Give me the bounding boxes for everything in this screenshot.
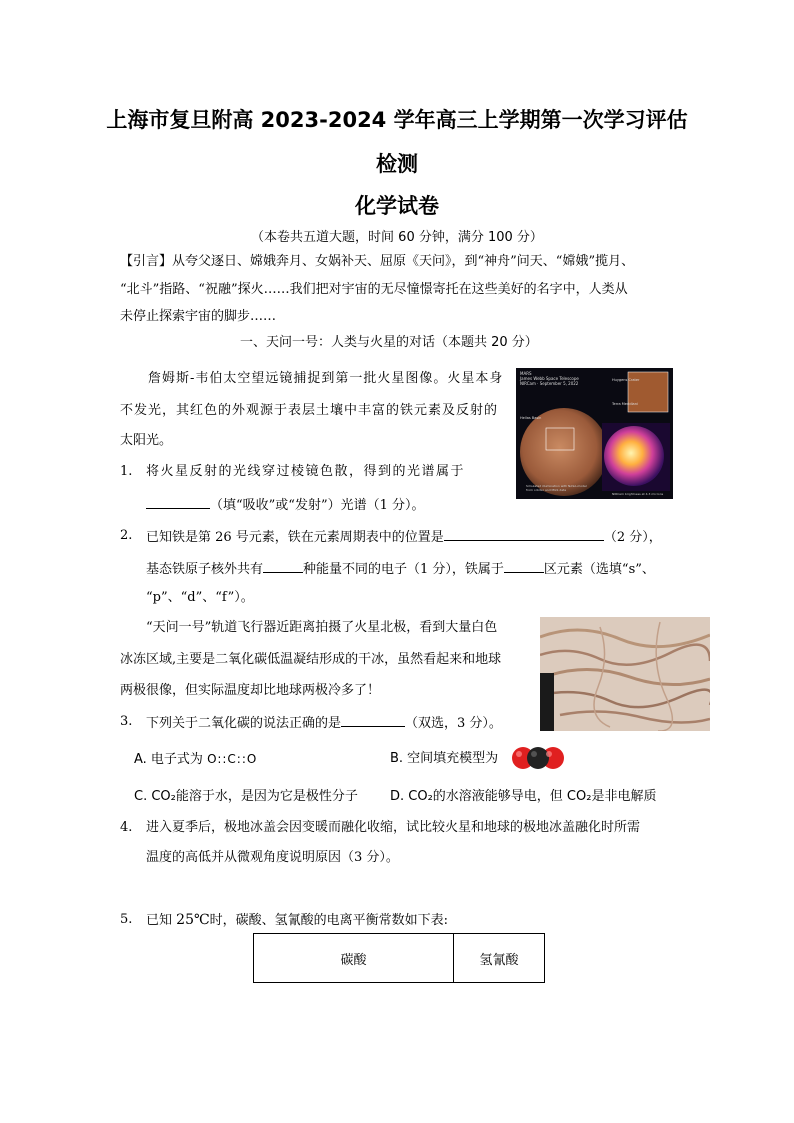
table-header-cell: 碳酸 bbox=[254, 934, 454, 983]
question-text bbox=[146, 910, 448, 931]
temperature-value: 25℃ bbox=[176, 912, 210, 928]
question-text-part: 下列关于二氧化碳的说法正确的是 bbox=[146, 716, 342, 731]
mars-jwst-graphic bbox=[516, 368, 673, 499]
question-text-part: 已知铁是第 26 号元素，铁在元素周期表中的位置是 bbox=[146, 530, 444, 545]
section-heading: 一、天问一号：人类与火星的对话（本题共 20 分） bbox=[240, 335, 538, 350]
question-text: 温度的高低并从微观角度说明原因（3 分）。 bbox=[146, 850, 399, 865]
question-text-part: （2 分）， bbox=[603, 530, 662, 545]
answer-blank[interactable] bbox=[146, 494, 210, 509]
paragraph-line: “天问一号”轨道飞行器近距离拍摄了火星北极，看到大量白色 bbox=[146, 620, 498, 635]
option-b[interactable] bbox=[390, 749, 498, 769]
page-title-line2: 检测 bbox=[376, 152, 418, 176]
image-caption: NIRCam brightness at 4.3 microns bbox=[612, 492, 664, 496]
question-text-part: 种能量不同的电子（1 分），铁属于 bbox=[303, 562, 504, 577]
question-text-part: 已知 bbox=[146, 913, 173, 928]
question-text bbox=[146, 558, 655, 580]
answer-blank[interactable] bbox=[504, 558, 544, 573]
mars-jwst-image bbox=[516, 368, 673, 499]
image-title: MARS James Webb Space Telescope NIRCam · September 5, 2022 bbox=[520, 371, 579, 386]
question-text bbox=[146, 494, 425, 516]
exam-subtitle: 化学试卷 bbox=[355, 194, 439, 218]
question-text-part: （双选，3 分）。 bbox=[405, 716, 502, 731]
question-text-part: （填“吸收”或“发射”）光谱（1 分）。 bbox=[210, 498, 425, 513]
intro-line: 未停止探索宇宙的脚步…… bbox=[120, 309, 277, 324]
co2-electron-formula: O::C::O bbox=[207, 752, 258, 766]
question-text bbox=[146, 712, 502, 734]
image-label: Terra Meridiani bbox=[612, 402, 638, 406]
paragraph-line: 不发光，其红色的外观源于表层土壤中丰富的铁元素及反射的 bbox=[120, 403, 499, 418]
option-b-label: B. 空间填充模型为 bbox=[390, 751, 499, 766]
option-a-label: A. 电子式为 bbox=[134, 752, 203, 767]
question-text bbox=[146, 526, 662, 548]
intro-line: “北斗”指路、“祝融”探火……我们把对宇宙的无尽憧憬寄托在这些美好的名字中，人类从 bbox=[120, 282, 628, 297]
answer-blank[interactable] bbox=[263, 558, 303, 573]
page-title: 上海市复旦附高 2023-2024 学年高三上学期第一次学习评估 bbox=[106, 108, 688, 132]
co2-space-filling-model bbox=[510, 744, 566, 772]
paragraph-line: 詹姆斯-韦伯太空望远镜捕捉到第一批火星图像。火星本身 bbox=[148, 371, 504, 386]
image-label: Huygens Crater bbox=[612, 378, 640, 382]
question-text: 进入夏季后，极地冰盖会因变暖而融化收缩，试比较火星和地球的极地冰盖融化时所需 bbox=[146, 820, 641, 835]
question-number: 1. bbox=[120, 464, 133, 479]
intro-line: 【引言】从夸父逐日、嫦娥奔月、女娲补天、屈原《天问》，到“神舟”问天、“嫦娥”揽月、 bbox=[120, 254, 635, 269]
table-row bbox=[254, 934, 545, 983]
question-text-part: 基态铁原子核外共有 bbox=[146, 562, 264, 577]
ionization-constant-table bbox=[253, 933, 545, 983]
mars-polar-ice-image bbox=[540, 617, 710, 731]
question-text-part: 时，碳酸、氢氰酸的电离平衡常数如下表: bbox=[209, 913, 449, 928]
paragraph-line: 两极很像，但实际温度却比地球两极冷多了！ bbox=[120, 683, 381, 698]
option-a[interactable] bbox=[134, 749, 257, 770]
question-number: 3. bbox=[120, 714, 133, 729]
question-text: 将火星反射的光线穿过棱镜色散，得到的光谱属于 bbox=[146, 464, 466, 479]
question-text: “p”、“d”、“f”）。 bbox=[146, 590, 254, 605]
image-label: Hellas Basin bbox=[520, 416, 542, 420]
question-text-part: 区元素（选填“s”、 bbox=[543, 562, 655, 577]
answer-blank[interactable] bbox=[444, 526, 604, 541]
question-number: 2. bbox=[120, 528, 133, 543]
paragraph-line: 太阳光。 bbox=[120, 433, 173, 448]
question-number: 5. bbox=[120, 912, 133, 927]
image-caption: Simulated illumination with NASA-model from orbiter and MGS data bbox=[526, 484, 587, 492]
polar-ice-graphic bbox=[540, 617, 710, 731]
option-c[interactable]: C. CO₂能溶于水，是因为它是极性分子 bbox=[134, 789, 358, 804]
exam-info: （本卷共五道大题，时间 60 分钟，满分 100 分） bbox=[251, 230, 543, 245]
option-d[interactable]: D. CO₂的水溶液能够导电，但 CO₂是非电解质 bbox=[390, 789, 657, 804]
paragraph-line: 冰冻区域,主要是二氧化碳低温凝结形成的干冰，虽然看起来和地球 bbox=[120, 652, 502, 667]
answer-blank[interactable] bbox=[341, 712, 405, 727]
table-header-cell: 氢氰酸 bbox=[454, 934, 545, 983]
question-number: 4. bbox=[120, 820, 133, 835]
